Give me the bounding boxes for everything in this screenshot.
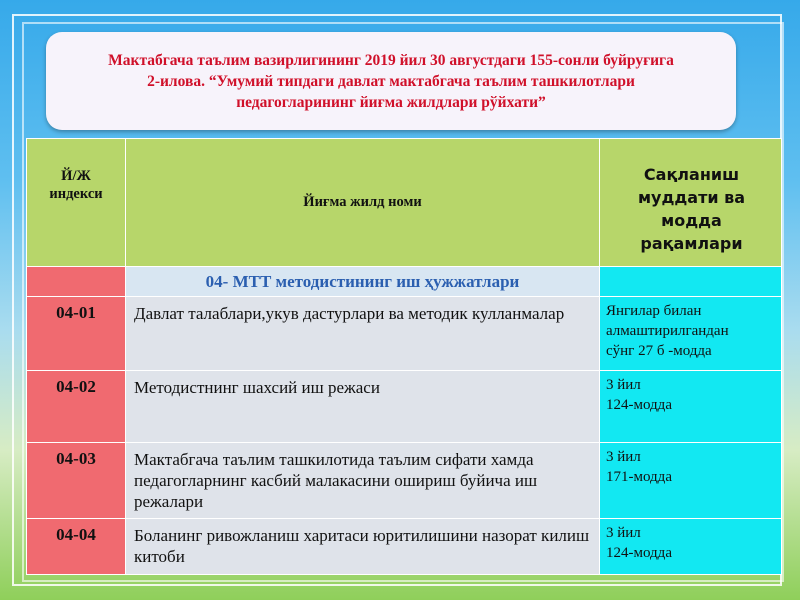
header-index-line2: индекси: [49, 186, 103, 202]
row-code: 04-03: [27, 443, 126, 519]
table-header-row: [27, 139, 782, 267]
folders-table: [26, 138, 782, 575]
row-keep-line3: сўнг 27 б -модда: [606, 343, 712, 359]
section-title: 04- МТТ методистининг иш ҳужжатлари: [126, 267, 600, 297]
row-code: 04-04: [27, 519, 126, 575]
row-keep: [600, 371, 782, 443]
table-row: [27, 371, 782, 443]
row-keep: [600, 443, 782, 519]
section-row: [27, 267, 782, 297]
row-keep-line2: алмаштирилгандан: [606, 323, 729, 339]
header-keep: [600, 139, 782, 267]
row-keep-line1: Янгилар билан: [606, 303, 702, 319]
section-keep-cell: [600, 267, 782, 297]
row-keep: [600, 519, 782, 575]
header-keep-line4: рақамлари: [640, 234, 743, 253]
row-code: 04-02: [27, 371, 126, 443]
row-keep-line2: 124-модда: [606, 545, 672, 561]
row-code: 04-01: [27, 297, 126, 371]
row-keep-line1: 3 йил: [606, 525, 641, 541]
title-line-3: педагогларининг йиғма жилдлари рўйхати”: [236, 93, 546, 111]
title-line-1: Мактабгача таълим вазирлигининг 2019 йил 30 августдаги 155-сонли буйруғига: [108, 51, 674, 69]
table-row: [27, 519, 782, 575]
header-keep-line1: Сақланиш: [643, 165, 740, 184]
row-name: Боланинг ривожланиш харитаси юритилишини назорат килиш китоби: [126, 519, 600, 575]
row-name: Методистнинг шахсий иш режаси: [126, 371, 600, 443]
header-name: Йиғма жилд номи: [126, 139, 600, 267]
row-keep-line2: 171-модда: [606, 469, 672, 485]
slide-title: [108, 50, 674, 113]
table-row: [27, 297, 782, 371]
header-keep-line3: модда: [661, 211, 722, 230]
header-keep-line2: муддати ва: [637, 188, 746, 207]
title-line-2: 2-илова. “Умумий типдаги давлат мактабгача таълим ташкилотлари: [147, 72, 635, 90]
row-name: Мактабгача таълим ташкилотида таълим сифати хамда педагогларнинг касбий малакасини ошириш буйича иш режалари: [126, 443, 600, 519]
row-keep: [600, 297, 782, 371]
header-index: [27, 139, 126, 267]
row-keep-line2: 124-модда: [606, 397, 672, 413]
row-keep-line1: 3 йил: [606, 377, 641, 393]
header-index-line1: Й/Ж: [61, 168, 91, 184]
row-name: Давлат талаблари,укув дастурлари ва методик кулланмалар: [126, 297, 600, 371]
table-row: [27, 443, 782, 519]
title-banner: [46, 32, 736, 130]
section-index-cell: [27, 267, 126, 297]
row-keep-line1: 3 йил: [606, 449, 641, 465]
